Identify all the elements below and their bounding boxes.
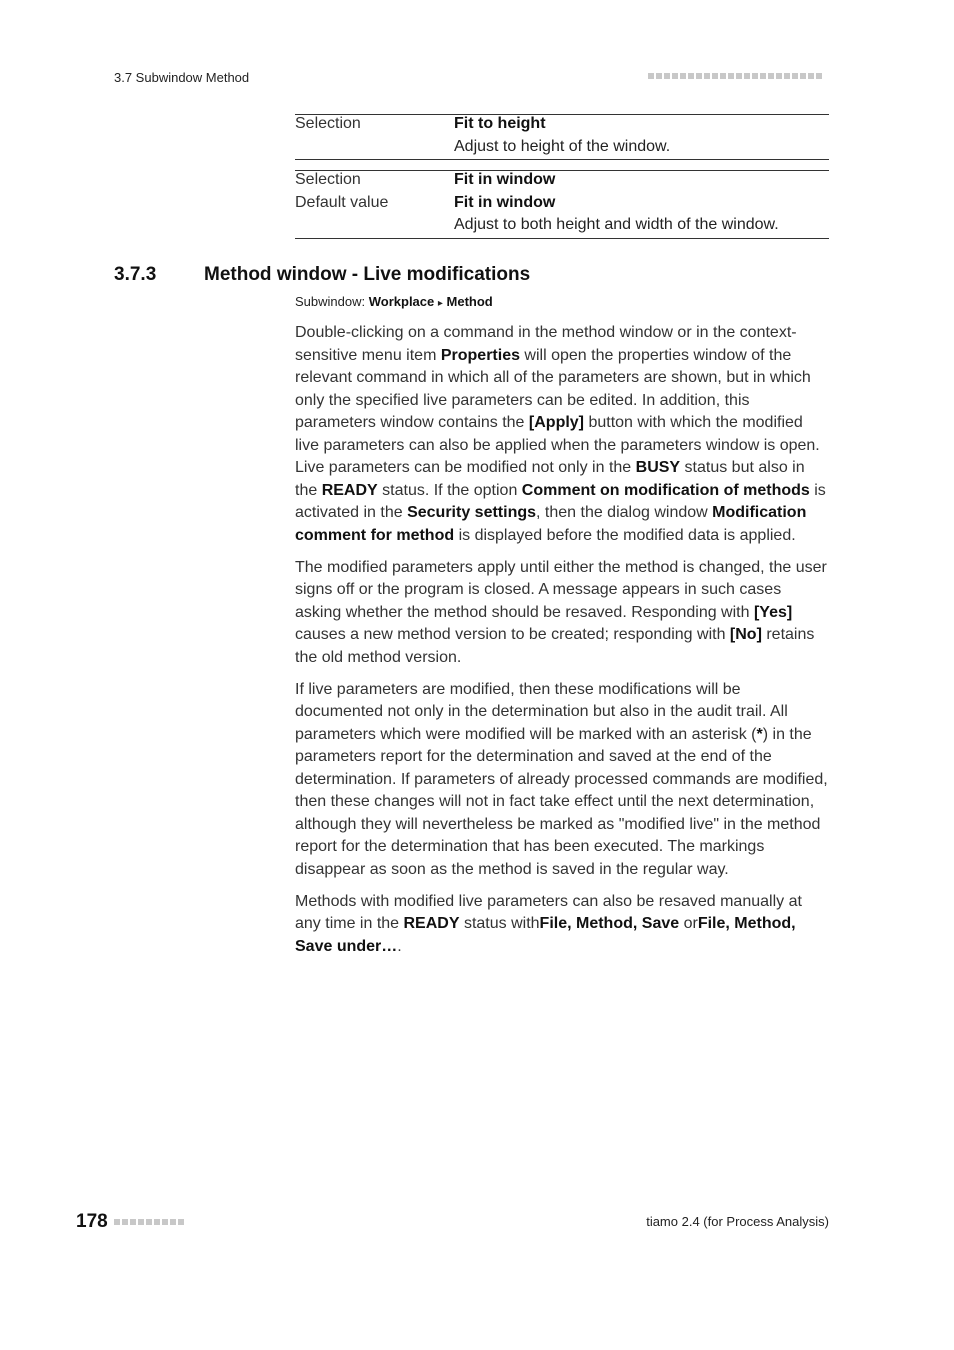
body-text [295,322,829,968]
param-description: Adjust to height of the window. [454,137,671,155]
breadcrumb-arrow-icon: ▸ [437,298,443,309]
param-table-fit-height [295,113,829,158]
param-value: Fit in window [454,171,556,188]
paragraph-3: If live parameters are modified, then these modifications will be documented not only in the determination but also in the audit trail. All parameters which were modified will be marked with an asterisk (*) in the parameters report for the determination and saved at the end of the determination. If parameters of already processed commands are modified, then these changes will not in fact take effect until the next determination, although they will nevertheless be marked as "modified live" in the method report for the determination that has been executed. The markings disappear as soon as the method is saved in the regular way. [295,680,828,878]
table-rule-bottom [295,238,829,239]
param-key: Selection [295,115,361,132]
subwindow-breadcrumb [295,294,493,309]
footer-product-name: tiamo 2.4 (for Process Analysis) [646,1214,829,1229]
footer-decorative-dots [114,1219,184,1225]
paragraph-2: The modified parameters apply until either the method is changed, the user signs off or the program is closed. A message appears in such cases asking whether the method should be resaved. Responding with [Yes] causes a new method version to be created; responding with [No] retains the old method version. [295,558,827,666]
param-default-value: Fit in window [454,193,556,211]
breadcrumb-item-method: Method [446,294,493,309]
subwindow-label: Subwindow: [295,294,366,309]
section-title: Method window - Live modifications [204,264,531,285]
section-number: 3.7.3 [114,264,157,285]
param-value: Fit to height [454,115,546,132]
header-decorative-dots [648,73,822,79]
param-key: Selection [295,171,361,188]
param-default-key: Default value [295,193,389,211]
paragraph-1: Double-clicking on a command in the method window or in the context-sensitive menu item Properties will open the properties window of the relevant command in which all of the parameters are shown, but in which only the specified live parameters can be edited. In addition, this parameters window contains the [Apply] button with which the modified live parameters can also be applied when the parameters window is open. Live parameters can be modified not only in the BUSY status but also in the READY status. If the option Comment on modification of methods is activated in the Security settings, then the dialog window Modification comment for method is displayed before the modified data is applied. [295,324,826,544]
page-number: 178 [76,1211,108,1232]
running-header-section: 3.7 Subwindow Method [114,70,250,85]
param-table-fit-window [295,169,829,237]
param-description: Adjust to both height and width of the window. [454,216,779,233]
breadcrumb-item-workplace: Workplace [368,294,435,309]
table-rule-mid [295,159,829,160]
paragraph-4: Methods with modified live parameters can also be resaved manually at any time in the READY status withFile, Method, Save orFile, Method, Save under…. [295,892,802,955]
